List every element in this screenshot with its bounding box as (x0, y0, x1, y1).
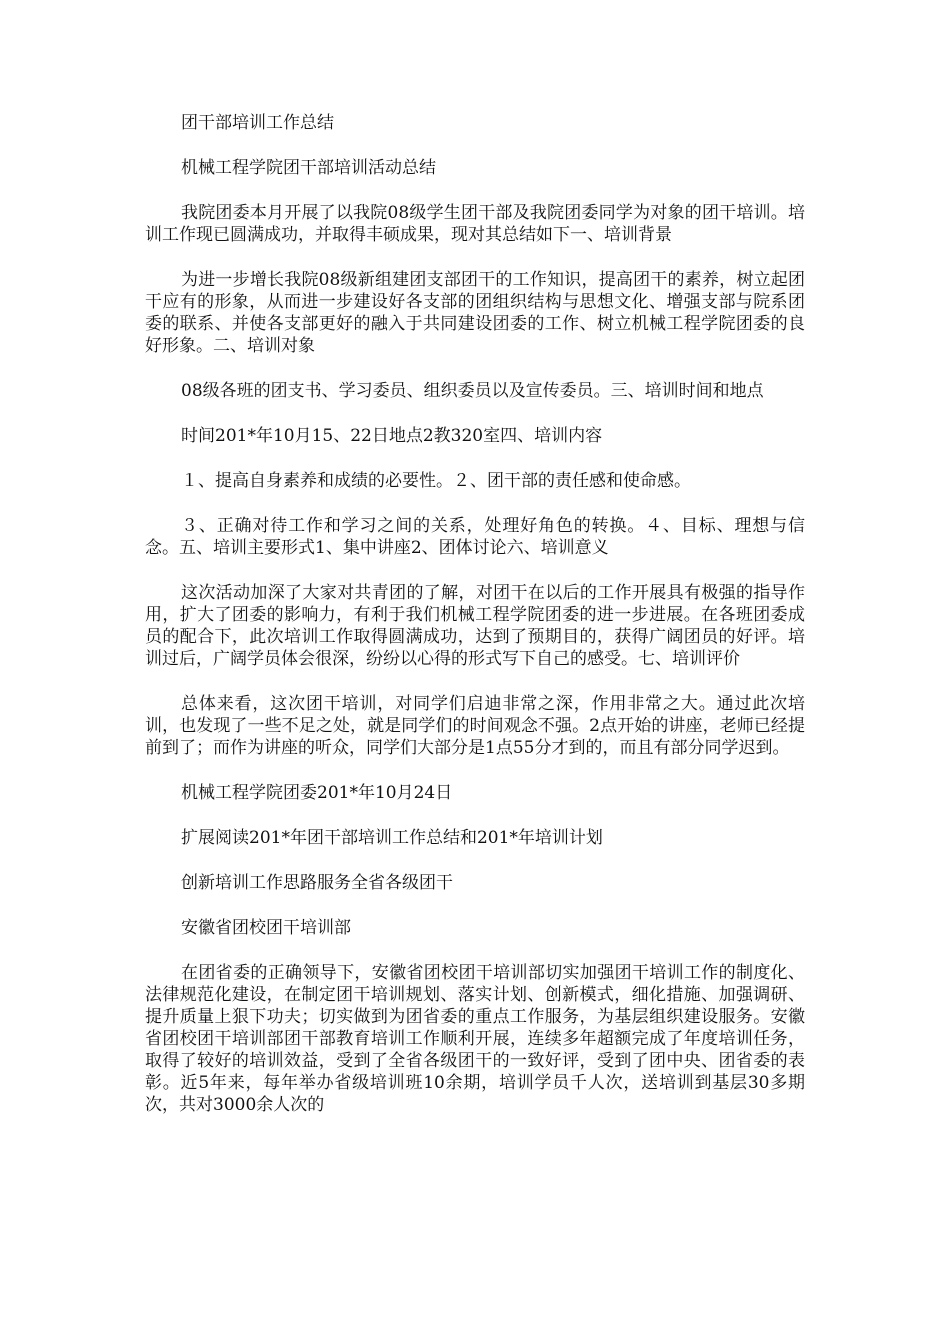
paragraph-evaluation: 总体来看，这次团干培训，对同学们启迪非常之深，作用非常之大。通过此次培训，也发现了一些不足之处，就是同学们的时间观念不强。2点开始的讲座，老师已经提前到了；而作为讲座的听众，同学们大部分是1点55分才到的，而且有部分同学迟到。 (145, 694, 805, 758)
paragraph-content-2: ３、正确对待工作和学习之间的关系，处理好角色的转换。４、目标、理想与信念。五、培训主要形式1、集中讲座2、团体讨论六、培训意义 (145, 516, 805, 558)
paragraph-extended-reading: 扩展阅读201*年团干部培训工作总结和201*年培训计划 (181, 828, 603, 848)
paragraph-participants: 08级各班的团支书、学习委员、组织委员以及宣传委员。三、培训时间和地点 (181, 381, 764, 401)
paragraph-anhui: 在团省委的正确领导下，安徽省团校团干培训部切实加强团干培训工作的制度化、法律规范化建设，在制定团干培训规划、落实计划、创新模式，细化措施、加强调研、提升质量上狠下功夫；切实做到为团省委的重点工作服务，为基层组织建设服务。安徽省团校团干培训部团干部教育培训工作顺利开展，连续多年超额完成了年度培训任务，取得了较好的培训效益，受到了全省各级团干的一致好评，受到了团中央、团省委的表彰。近5年来，每年举办省级培训班10余期，培训学员千人次，送培训到基层30多期次，共对3000余人次的 (145, 963, 805, 1115)
paragraph-significance: 这次活动加深了大家对共青团的了解，对团干在以后的工作开展具有极强的指导作用，扩大了团委的影响力，有利于我们机械工程学院团委的进一步进展。在各班团委成员的配合下，此次培训工作取得圆满成功，达到了预期目的，获得广阔团员的好评。培训过后，广阔学员体会很深，纷纷以心得的形式写下自己的感受。七、培训评价 (145, 583, 805, 669)
paragraph-background: 为进一步增长我院08级新组建团支部团干的工作知识，提高团干的素养，树立起团干应有的形象，从而进一步建设好各支部的团组织结构与思想文化、增强支部与院系团委的联系、并使各支部更好的融入于共同建设团委的工作、树立机械工程学院团委的良好形象。二、培训对象 (145, 270, 805, 356)
document-body (145, 112, 805, 1116)
paragraph-content-1: １、提高自身素养和成绩的必要性。２、团干部的责任感和使命感。 (181, 471, 691, 491)
section-heading: 创新培训工作思路服务全省各级团干 (181, 873, 453, 893)
section-author: 安徽省团校团干培训部 (181, 918, 351, 938)
document-subtitle: 机械工程学院团干部培训活动总结 (181, 158, 436, 178)
paragraph-time-place: 时间201*年10月15、22日地点2教320室四、培训内容 (181, 426, 603, 446)
paragraph-signature: 机械工程学院团委201*年10月24日 (181, 783, 453, 803)
paragraph-intro: 我院团委本月开展了以我院08级学生团干部及我院团委同学为对象的团干培训。培训工作现已圆满成功，并取得丰硕成果，现对其总结如下一、培训背景 (145, 203, 805, 245)
document-title: 团干部培训工作总结 (181, 113, 334, 133)
